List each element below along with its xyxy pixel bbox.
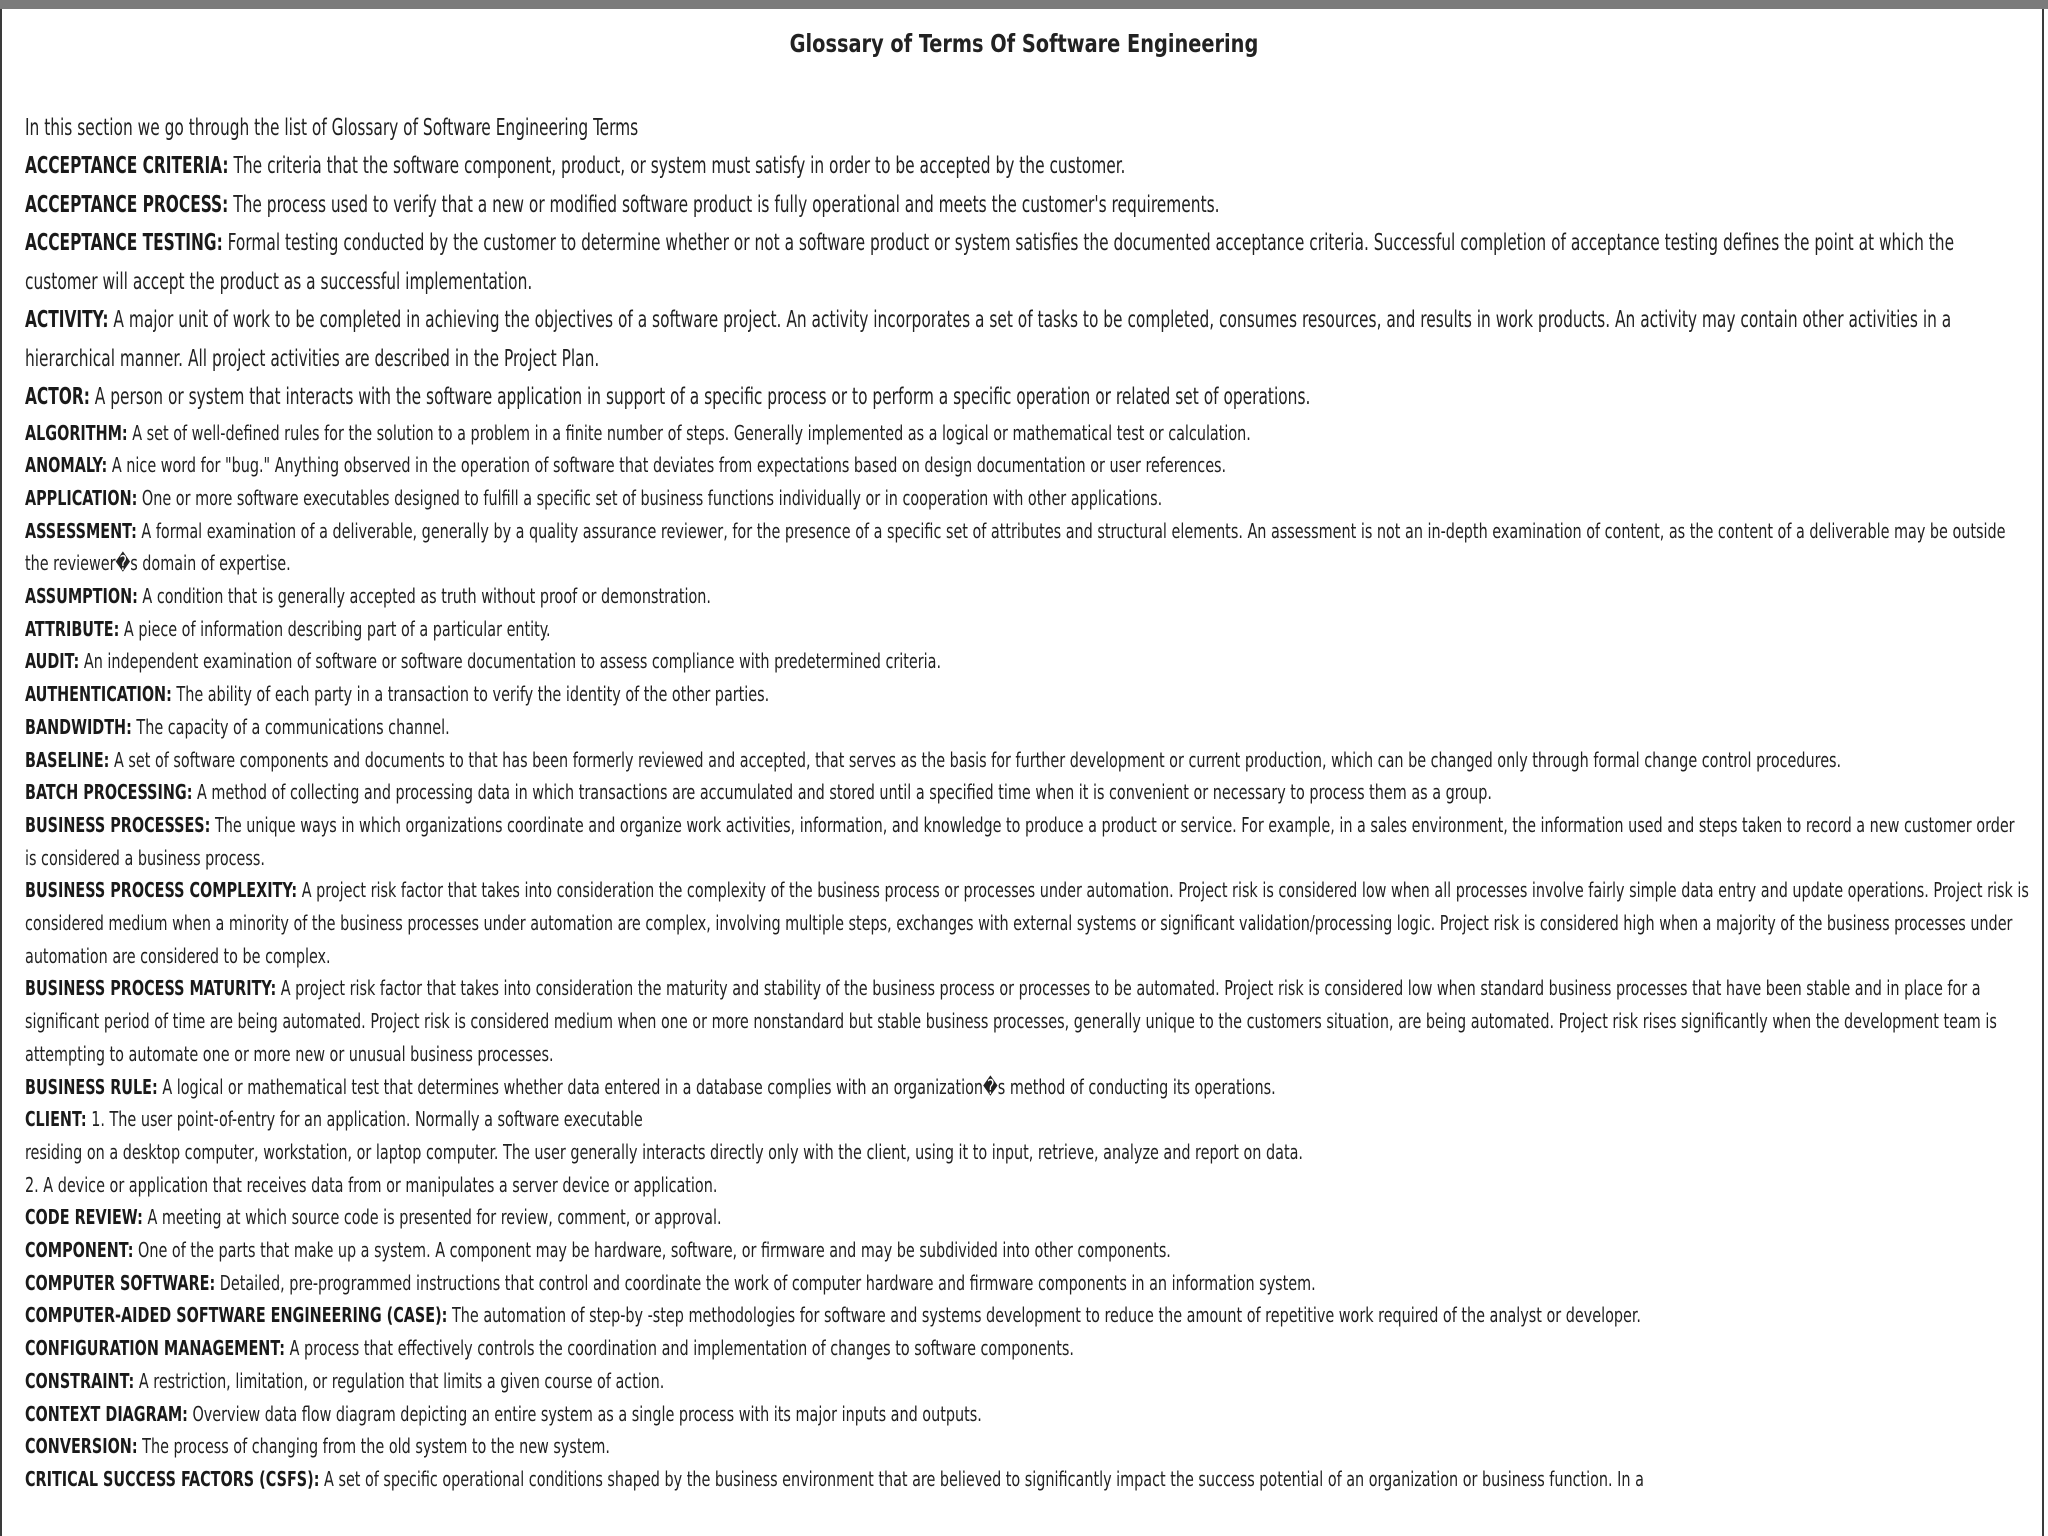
glossary-term: COMPUTER-AIDED SOFTWARE ENGINEERING (CASE): <box>25 1303 448 1328</box>
glossary-entry <box>25 776 2030 809</box>
glossary-definition: An independent examination of software or software documentation to assess compliance with predetermined criteria. <box>79 649 942 674</box>
glossary-term: ALGORITHM: <box>25 420 128 445</box>
glossary-definition: The unique ways in which organizations coordinate and organize work activities, information, and knowledge to produce a product or service. For example, in a sales environment, the information used and steps taken to record a new customer order is considered a business process. <box>25 812 2015 870</box>
glossary-term: ATTRIBUTE: <box>25 616 120 641</box>
glossary-entry <box>25 301 2029 378</box>
glossary-entry <box>25 1398 2030 1431</box>
glossary-definition: A major unit of work to be completed in achieving the objectives of a software project. An activity incorporates a set of tasks to be completed, consumes resources, and results in work products. An activity may contain other activities in a hierarchical manner. All project activities are described in the Project Plan. <box>25 307 1952 372</box>
glossary-entry <box>25 1234 2030 1267</box>
glossary-definition: A restriction, limitation, or regulation that limits a given course of action. <box>134 1368 665 1393</box>
glossary-entry <box>25 1463 2030 1496</box>
glossary-definition: A condition that is generally accepted as truth without proof or demonstration. <box>137 584 711 609</box>
glossary-definition: A piece of information describing part of a particular entity. <box>119 616 551 641</box>
glossary-term: ASSUMPTION: <box>25 584 138 609</box>
glossary-definition: The automation of step-by -step methodologies for software and systems development to reduce the amount of repetitive work required of the analyst or developer. <box>447 1303 1641 1328</box>
glossary-definition: A project risk factor that takes into consideration the maturity and stability of the business process or processes to be automated. Project risk is considered low when standard business processes that have been stable and in place for a significant period of time are being automated. Project risk is considered medium when one or more nonstandard but stable business processes, generally unique to the customers situation, are being automated. Project risk rises significantly when the development team is attempting to automate one or more new or unusual business processes. <box>25 976 1997 1066</box>
glossary-entry <box>25 1430 2030 1463</box>
glossary-definition: A project risk factor that takes into consideration the complexity of the business process or processes under automation. Project risk is considered low when all processes involve fairly simple data entry and update operations. Project risk is considered medium when a minority of the business processes under automation are complex, involving multiple steps, exchanges with external systems or significant validation/processing logic. Project risk is considered high when a majority of the business processes under automation are considered to be complex. <box>25 878 2029 968</box>
glossary-term: APPLICATION: <box>25 485 138 510</box>
glossary-definition: A meeting at which source code is presented for review, comment, or approval. <box>142 1205 722 1230</box>
glossary-term: ACCEPTANCE TESTING: <box>25 230 223 256</box>
glossary-entry <box>25 809 2030 874</box>
glossary-small-section <box>25 417 2030 1496</box>
glossary-term: CODE REVIEW: <box>25 1205 143 1230</box>
glossary-definition: A set of software components and documents to that has been formerly reviewed and accepted, that serves as the basis for further development or current production, which can be changed only through formal change control procedures. <box>109 747 1842 772</box>
page-title: Glossary of Terms Of Software Engineering <box>789 29 1259 58</box>
glossary-entry <box>25 972 2030 1070</box>
glossary-definition: Formal testing conducted by the customer to determine whether or not a software product or system satisfies the documented acceptance criteria. Successful completion of acceptance testing defines the point at which the customer will accept the product as a successful implementation. <box>25 230 1955 295</box>
glossary-definition: A method of collecting and processing data in which transactions are accumulated and stored until a specified time when it is convenient or necessary to process them as a group. <box>192 780 1492 805</box>
glossary-definition: The process of changing from the old system to the new system. <box>137 1434 610 1459</box>
glossary-definition: A set of specific operational conditions shaped by the business environment that are believed to significantly impact the success potential of an organization or business function. In a <box>319 1467 1644 1491</box>
intro-text: In this section we go through the list of Glossary of Software Engineering Terms <box>25 115 639 141</box>
glossary-definition: A formal examination of a deliverable, generally by a quality assurance reviewer, for the presence of a specific set of attributes and structural elements. An assessment is not an in-depth examination of content, as the content of a deliverable may be outside the reviewer�s domain of expertise. <box>25 518 2006 576</box>
glossary-entry <box>25 482 2030 515</box>
glossary-definition: The criteria that the software component, product, or system must satisfy in order to be accepted by the customer. <box>228 153 1126 179</box>
glossary-entry <box>25 186 2029 225</box>
glossary-list-large <box>25 147 2029 417</box>
glossary-entry <box>25 378 2029 417</box>
glossary-term: BUSINESS PROCESS COMPLEXITY: <box>25 878 298 903</box>
glossary-term: CONTEXT DIAGRAM: <box>25 1401 188 1426</box>
glossary-entry <box>25 224 2029 301</box>
glossary-term: BUSINESS RULE: <box>25 1074 158 1099</box>
glossary-entry <box>25 449 2030 482</box>
glossary-term: AUDIT: <box>25 649 80 674</box>
glossary-term: ACTIVITY: <box>25 307 109 333</box>
glossary-definition: The ability of each party in a transaction to verify the identity of the other parties. <box>171 682 770 707</box>
glossary-entry <box>25 678 2030 711</box>
glossary-entry <box>25 147 2029 186</box>
glossary-definition: The process used to verify that a new or modified software product is fully operational and meets the customer's requirements. <box>228 191 1220 218</box>
glossary-definition: The capacity of a communications channel. <box>131 714 450 739</box>
glossary-content <box>25 109 2029 1496</box>
glossary-definition: A person or system that interacts with the software application in support of a specific process or to perform a specific operation or related set of operations. <box>89 384 1311 410</box>
glossary-entry <box>25 1365 2030 1398</box>
glossary-term: ACTOR: <box>25 384 90 410</box>
glossary-term: CONFIGURATION MANAGEMENT: <box>25 1336 286 1361</box>
glossary-entry <box>25 1071 2030 1104</box>
glossary-entry <box>25 515 2030 580</box>
glossary-term: CONVERSION: <box>25 1434 138 1459</box>
glossary-list-small <box>25 417 2030 1496</box>
glossary-term: ACCEPTANCE PROCESS: <box>25 191 229 218</box>
glossary-entry <box>25 645 2030 678</box>
glossary-large-section <box>25 109 2029 417</box>
glossary-entry <box>25 1103 2030 1201</box>
glossary-term: AUTHENTICATION: <box>25 682 172 707</box>
glossary-term: BATCH PROCESSING: <box>25 780 193 805</box>
glossary-entry <box>25 1201 2030 1234</box>
glossary-term: COMPONENT: <box>25 1238 134 1263</box>
window-top-bar <box>0 0 2048 9</box>
glossary-definition: A process that effectively controls the coordination and implementation of changes to software components. <box>285 1336 1074 1361</box>
glossary-definition: A set of well-defined rules for the solution to a problem in a finite number of steps. Generally implemented as a logical or mathematical test or calculation. <box>127 420 1251 445</box>
glossary-entry <box>25 744 2030 777</box>
glossary-term: BUSINESS PROCESSES: <box>25 812 211 837</box>
glossary-entry <box>25 874 2030 972</box>
glossary-term: ANOMALY: <box>25 453 108 478</box>
glossary-term: BUSINESS PROCESS MATURITY: <box>25 976 277 1001</box>
glossary-definition: A logical or mathematical test that determines whether data entered in a database complies with an organization�s method of conducting its operations. <box>157 1074 1276 1099</box>
glossary-term: ASSESSMENT: <box>25 518 137 543</box>
glossary-definition-line: residing on a desktop computer, workstation, or laptop computer. The user generally interacts directly only with the client, using it to input, retrieve, analyze and report on data. <box>25 1139 1303 1164</box>
glossary-term: CLIENT: <box>25 1107 87 1132</box>
glossary-term: BASELINE: <box>25 747 110 772</box>
glossary-entry <box>25 1299 2030 1332</box>
glossary-term: CRITICAL SUCCESS FACTORS (CSFS): <box>25 1467 320 1491</box>
glossary-definition: Overview data flow diagram depicting an entire system as a single process with its major inputs and outputs. <box>187 1401 982 1426</box>
glossary-entry <box>25 711 2030 744</box>
glossary-entry <box>25 417 2030 450</box>
glossary-definition: One of the parts that make up a system. A component may be hardware, software, or firmware and may be subdivided into other components. <box>133 1238 1171 1263</box>
glossary-term: ACCEPTANCE CRITERIA: <box>25 153 229 179</box>
glossary-entry <box>25 1332 2030 1365</box>
glossary-term: COMPUTER SOFTWARE: <box>25 1270 216 1295</box>
glossary-entry <box>25 1267 2030 1300</box>
glossary-term: BANDWIDTH: <box>25 714 132 739</box>
glossary-definition: Detailed, pre-programmed instructions that control and coordinate the work of computer hardware and firmware components in an information system. <box>215 1270 1316 1295</box>
glossary-entry <box>25 580 2030 613</box>
glossary-term: CONSTRAINT: <box>25 1368 135 1393</box>
glossary-definition: One or more software executables designed to fulfill a specific set of business functions individually or in cooperation with other applications. <box>137 485 1163 510</box>
document-frame <box>0 9 2044 1536</box>
glossary-entry <box>25 613 2030 646</box>
glossary-definition: 1. The user point-of-entry for an application. Normally a software executable <box>86 1107 643 1132</box>
glossary-definition-line: 2. A device or application that receives data from or manipulates a server device or application. <box>25 1172 718 1197</box>
glossary-definition: A nice word for "bug." Anything observed in the operation of software that deviates from expectations based on design documentation or user references. <box>107 453 1227 478</box>
